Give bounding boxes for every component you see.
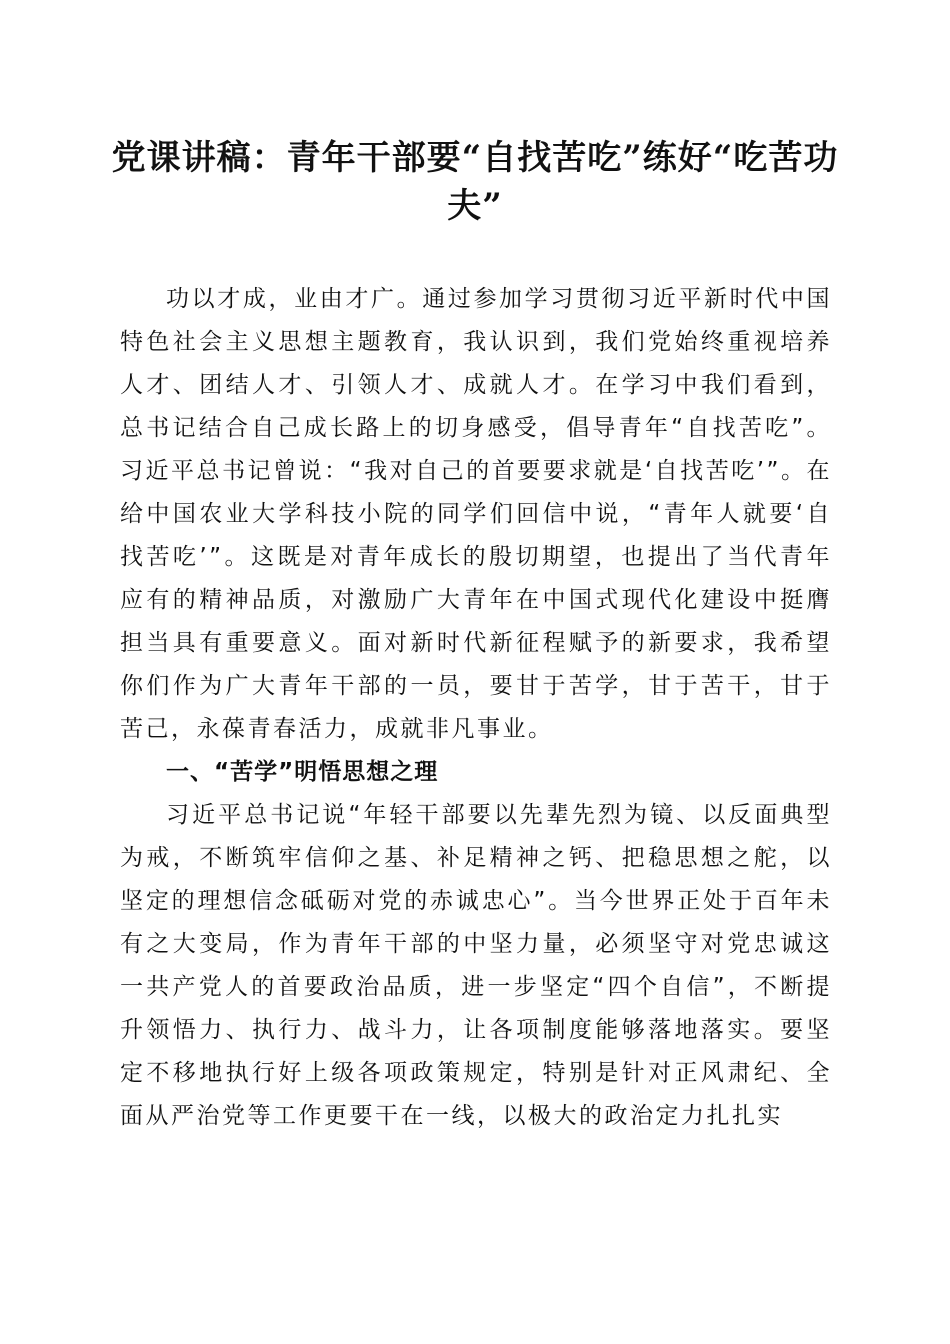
section-heading: 一、“苦学”明悟思想之理 [166,759,439,785]
section-paragraph: 习近平总书记说“年轻干部要以先辈先烈为镜、以反面典型为戒，不断筑牢信仰之基、补足精神之钙、把稳思想之舵，以坚定的理想信念砥砺对党的赤诚忠心”。当今世界正处于百年未有之大变局，作为青年干部的中坚力量，必须坚守对党忠诚这一共产党人的首要政治品质，进一步坚定“四个自信”，不断提升领悟力、执行力、战斗力，让各项制度能够落地落实。要坚定不移地执行好上级各项政策规定，特别是针对正风肃纪、全面从严治党等工作更要干在一线，以极大的政治定力扎扎实 [120,802,832,1129]
document-body [120,278,832,1138]
document-title: 党课讲稿：青年干部要“自找苦吃”练好“吃苦功夫” [111,138,839,226]
intro-paragraph: 功以才成，业由才广。通过参加学习贯彻习近平新时代中国特色社会主义思想主题教育，我认识到，我们党始终重视培养人才、团结人才、引领人才、成就人才。在学习中我们看到，总书记结合自己成长路上的切身感受，倡导青年“自找苦吃”。习近平总书记曾说：“我对自己的首要要求就是‘自找苦吃’”。在给中国农业大学科技小院的同学们回信中说，“青年人就要‘自找苦吃’”。这既是对青年成长的殷切期望，也提出了当代青年应有的精神品质，对激励广大青年在中国式现代化建设中挺膺担当具有重要意义。面对新时代新征程赋予的新要求，我希望你们作为广大青年干部的一员，要甘于苦学，甘于苦干，甘于苦己，永葆青春活力，成就非凡事业。 [120,286,832,742]
